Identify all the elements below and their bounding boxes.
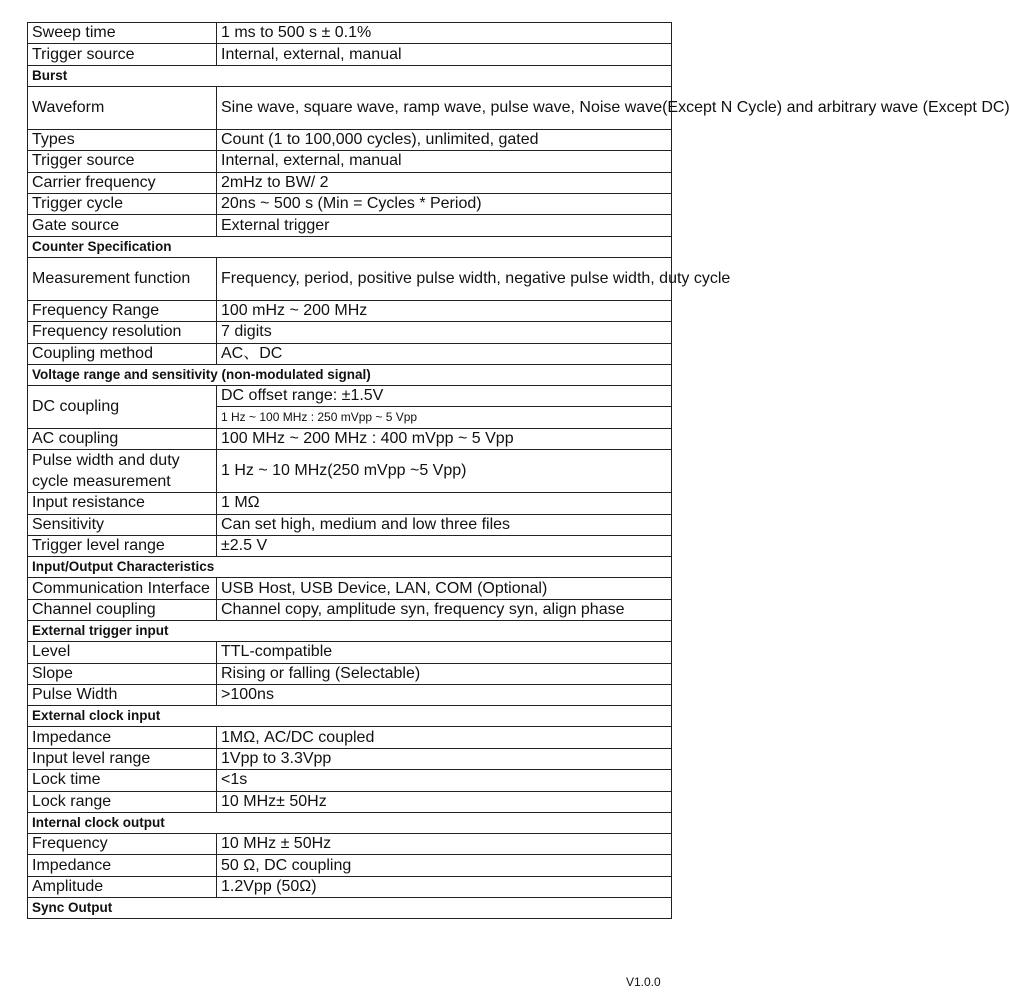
row-label: Pulse Width <box>28 685 217 706</box>
row-value: TTL-compatible <box>217 642 672 663</box>
row-label: Trigger source <box>28 44 217 65</box>
row-value: 50 Ω, DC coupling <box>217 855 672 876</box>
row-value: ±2.5 V <box>217 536 672 557</box>
table-row <box>28 876 672 897</box>
row-value-line: DC offset range: ±1.5V <box>221 387 384 405</box>
table-row <box>28 172 672 193</box>
table-row <box>28 23 672 44</box>
table-row <box>28 193 672 214</box>
row-value: 1 MΩ <box>217 493 672 514</box>
row-value: AC、DC <box>217 343 672 364</box>
row-value: 7 digits <box>217 322 672 343</box>
row-label: Types <box>28 129 217 150</box>
table-row <box>28 493 672 514</box>
section-title: External trigger input <box>28 621 672 642</box>
section-title: Internal clock output <box>28 812 672 833</box>
row-value: 2mHz to BW/ 2 <box>217 172 672 193</box>
table-row <box>28 833 672 854</box>
section-title: External clock input <box>28 706 672 727</box>
row-label: Carrier frequency <box>28 172 217 193</box>
row-label: Level <box>28 642 217 663</box>
row-label: Sweep time <box>28 23 217 44</box>
table-row <box>28 599 672 620</box>
row-label: Trigger level range <box>28 536 217 557</box>
row-value: USB Host, USB Device, LAN, COM (Optional) <box>217 578 672 599</box>
row-label: Frequency <box>28 833 217 854</box>
row-value <box>217 385 672 428</box>
table-row <box>28 748 672 769</box>
row-value: 10 MHz± 50Hz <box>217 791 672 812</box>
table-row <box>28 257 672 300</box>
row-label: Frequency resolution <box>28 322 217 343</box>
section-header <box>28 364 672 385</box>
table-row <box>28 855 672 876</box>
row-value: 1MΩ, AC/DC coupled <box>217 727 672 748</box>
row-label: Measurement function <box>28 257 217 300</box>
row-value: Can set high, medium and low three files <box>217 514 672 535</box>
row-label: Slope <box>28 663 217 684</box>
section-title: Voltage range and sensitivity (non-modulated signal) <box>28 364 672 385</box>
row-value: <1s <box>217 770 672 791</box>
section-title: Counter Specification <box>28 236 672 257</box>
table-row <box>28 428 672 449</box>
row-value: External trigger <box>217 215 672 236</box>
row-label: Gate source <box>28 215 217 236</box>
row-value-line: 1 Hz ~ 100 MHz : 250 mVpp ~ 5 Vpp <box>217 406 671 427</box>
table-row <box>28 727 672 748</box>
table-row <box>28 642 672 663</box>
row-value: 100 MHz ~ 200 MHz : 400 mVpp ~ 5 Vpp <box>217 428 672 449</box>
table-row <box>28 129 672 150</box>
row-label: Input level range <box>28 748 217 769</box>
table-row <box>28 343 672 364</box>
row-label: Channel coupling <box>28 599 217 620</box>
row-label: Amplitude <box>28 876 217 897</box>
row-label: Impedance <box>28 855 217 876</box>
table-row <box>28 536 672 557</box>
row-value: 20ns ~ 500 s (Min = Cycles * Period) <box>217 193 672 214</box>
table-row <box>28 663 672 684</box>
table-row <box>28 578 672 599</box>
row-label: Impedance <box>28 727 217 748</box>
section-header <box>28 236 672 257</box>
section-header <box>28 898 672 919</box>
row-label: Communication Interface <box>28 578 217 599</box>
row-value: >100ns <box>217 685 672 706</box>
row-value: 100 mHz ~ 200 MHz <box>217 300 672 321</box>
table-row <box>28 322 672 343</box>
section-title: Burst <box>28 65 672 86</box>
row-value: Internal, external, manual <box>217 44 672 65</box>
row-label: DC coupling <box>28 385 217 428</box>
row-label: AC coupling <box>28 428 217 449</box>
row-value: Count (1 to 100,000 cycles), unlimited, gated <box>217 129 672 150</box>
row-label: Sensitivity <box>28 514 217 535</box>
section-header <box>28 621 672 642</box>
row-label: Frequency Range <box>28 300 217 321</box>
table-row <box>28 300 672 321</box>
table-row <box>28 450 672 493</box>
row-value: Channel copy, amplitude syn, frequency syn, align phase <box>217 599 672 620</box>
row-label: Trigger cycle <box>28 193 217 214</box>
table-row <box>28 215 672 236</box>
row-value: 1.2Vpp (50Ω) <box>217 876 672 897</box>
row-value: 1 Hz ~ 10 MHz(250 mVpp ~5 Vpp) <box>217 450 672 493</box>
table-row <box>28 44 672 65</box>
section-title: Sync Output <box>28 898 672 919</box>
row-value: 10 MHz ± 50Hz <box>217 833 672 854</box>
table-row <box>28 791 672 812</box>
row-label: Input resistance <box>28 493 217 514</box>
section-header <box>28 65 672 86</box>
table-row <box>28 385 672 428</box>
version-label: V1.0.0 <box>626 975 661 989</box>
row-value: Internal, external, manual <box>217 151 672 172</box>
row-value: Rising or falling (Selectable) <box>217 663 672 684</box>
row-label: Waveform <box>28 86 217 129</box>
row-label: Lock range <box>28 791 217 812</box>
row-label: Pulse width and duty cycle measurement <box>28 450 217 493</box>
table-row <box>28 514 672 535</box>
section-title: Input/Output Characteristics <box>28 557 672 578</box>
row-label: Trigger source <box>28 151 217 172</box>
row-label: Lock time <box>28 770 217 791</box>
table-row <box>28 151 672 172</box>
table-row <box>28 685 672 706</box>
section-header <box>28 557 672 578</box>
row-value: Sine wave, square wave, ramp wave, pulse wave, Noise wave(Except N Cycle) and arbitrary wave (Except DC) <box>217 86 672 129</box>
row-value: 1 ms to 500 s ± 0.1% <box>217 23 672 44</box>
row-value: Frequency, period, positive pulse width, negative pulse width, duty cycle <box>217 257 672 300</box>
table-row <box>28 86 672 129</box>
section-header <box>28 706 672 727</box>
row-value: 1Vpp to 3.3Vpp <box>217 748 672 769</box>
section-header <box>28 812 672 833</box>
table-row <box>28 770 672 791</box>
row-label: Coupling method <box>28 343 217 364</box>
spec-table <box>27 22 1010 919</box>
